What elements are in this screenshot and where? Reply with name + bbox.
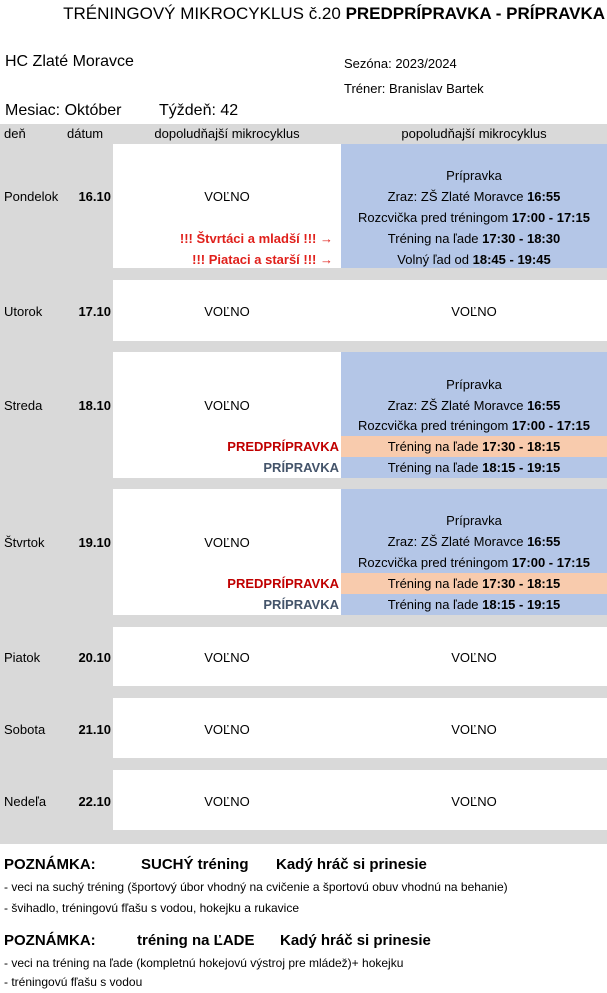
session-title: Prípravka	[446, 377, 502, 392]
day-name: Sobota	[4, 722, 46, 737]
separator	[113, 686, 607, 698]
session-meet: Zraz: ZŠ Zlaté Moravce 16:55	[387, 534, 561, 549]
free-label: VOĽNO	[204, 398, 250, 413]
season: Sezóna: 2023/2024	[344, 56, 457, 71]
day-date: 16.10	[78, 189, 111, 204]
day-name: Piatok	[4, 650, 41, 665]
group-label: PREDPRÍPRAVKA	[227, 576, 339, 591]
note-line: - švihadlo, tréningovú fľašu s vodou, hokejku a rukavice	[4, 901, 299, 915]
day-name: Nedeľa	[4, 794, 47, 809]
session-meet: Zraz: ZŠ Zlaté Moravce 16:55	[387, 398, 561, 413]
week: Týždeň: 42	[159, 102, 239, 119]
day-date: 21.10	[78, 722, 111, 737]
club-name: HC Zlaté Moravce	[5, 53, 134, 70]
separator	[113, 758, 607, 770]
day-date: 19.10	[78, 535, 111, 550]
note-bring: Kadý hráč si prinesie	[280, 932, 431, 949]
group-label: PRÍPRAVKA	[263, 460, 339, 475]
separator	[113, 341, 607, 352]
note-title: tréning na ĽADE	[137, 932, 255, 949]
day-date: 22.10	[78, 794, 111, 809]
day-date: 20.10	[78, 650, 111, 665]
session-ice: Tréning na ľade 17:30 - 18:15	[387, 576, 561, 591]
day-name: Utorok	[4, 304, 43, 319]
coach: Tréner: Branislav Bartek	[344, 81, 484, 96]
note-line: - tréningovú fľašu s vodou	[4, 975, 143, 989]
col-day: deň	[4, 126, 26, 141]
separator	[113, 615, 607, 627]
session-title: Prípravka	[446, 168, 502, 183]
free-label: VOĽNO	[451, 794, 497, 809]
note-title: SUCHÝ tréning	[141, 856, 249, 873]
free-label: VOĽNO	[204, 189, 250, 204]
separator	[113, 478, 607, 489]
free-label: VOĽNO	[204, 794, 250, 809]
session-warmup: Rozcvička pred tréningom 17:00 - 17:15	[358, 418, 590, 433]
separator	[113, 830, 607, 844]
free-label: VOĽNO	[451, 304, 497, 319]
free-label: VOĽNO	[204, 535, 250, 550]
col-afternoon: popoludňajší mikrocyklus	[401, 126, 547, 141]
col-morning: dopoludňajší mikrocyklus	[154, 126, 300, 141]
session-ice: Tréning na ľade 17:30 - 18:30	[387, 231, 561, 246]
note-line: - veci na suchý tréning (športový úbor vhodný na cvičenie a športovú obuv vhodnú na behanie)	[4, 880, 508, 894]
session-warmup: Rozcvička pred tréningom 17:00 - 17:15	[358, 210, 590, 225]
session-free-ice: Volný ľad od 18:45 - 19:45	[397, 252, 551, 267]
free-label: VOĽNO	[204, 722, 250, 737]
session-title: Prípravka	[446, 513, 502, 528]
group-note: !!! Štvrtáci a mladší !!! →	[179, 231, 333, 246]
free-label: VOĽNO	[204, 650, 250, 665]
col-date: dátum	[67, 126, 104, 141]
day-name: Streda	[4, 398, 43, 413]
session-warmup: Rozcvička pred tréningom 17:00 - 17:15	[358, 555, 590, 570]
note-bring: Kadý hráč si prinesie	[276, 856, 427, 873]
session-meet: Zraz: ZŠ Zlaté Moravce 16:55	[387, 189, 561, 204]
page-title: TRÉNINGOVÝ MIKROCYKLUS č.20 PREDPRÍPRAVKA - PRÍPRAVKA	[63, 4, 605, 23]
session-ice: Tréning na ľade 18:15 - 19:15	[387, 597, 561, 612]
session-ice: Tréning na ľade 17:30 - 18:15	[387, 439, 561, 454]
session-ice: Tréning na ľade 18:15 - 19:15	[387, 460, 561, 475]
month: Mesiac: Október	[5, 102, 122, 119]
day-name: Pondelok	[4, 189, 59, 204]
note-line: - veci na tréning na ľade (kompletnú hokejovú výstroj pre mládež)+ hokejku	[4, 956, 404, 970]
day-date: 18.10	[78, 398, 111, 413]
free-label: VOĽNO	[204, 304, 250, 319]
note-label: POZNÁMKA:	[4, 856, 96, 873]
group-note: !!! Piataci a starší !!! →	[192, 252, 333, 267]
group-label: PRÍPRAVKA	[263, 597, 339, 612]
free-label: VOĽNO	[451, 722, 497, 737]
note-label: POZNÁMKA:	[4, 932, 96, 949]
free-label: VOĽNO	[451, 650, 497, 665]
day-date: 17.10	[78, 304, 111, 319]
day-name: Štvrtok	[4, 535, 45, 550]
group-label: PREDPRÍPRAVKA	[227, 439, 339, 454]
